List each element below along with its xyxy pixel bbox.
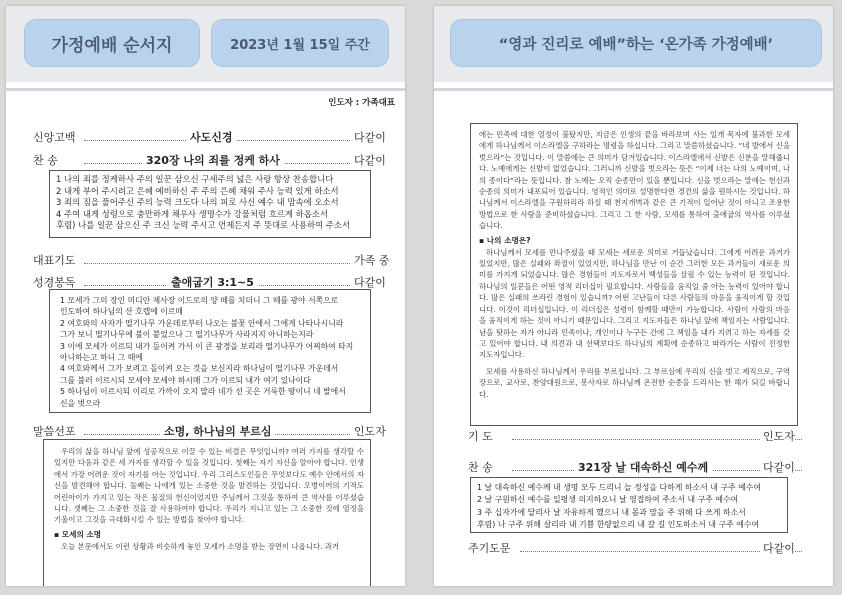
closing-hymn-label: 찬 송 [468,461,493,474]
sermon-subheading: ▪ 모세의 소명 [54,529,102,539]
dotted-leader [512,439,802,440]
confession-who: 다같이 [351,129,386,145]
right-page [434,6,833,586]
sermon-continued-box [470,123,798,426]
scripture-line: 2 여호와의 사자가 떨기나무 가운데로부터 나오는 불꽃 안에서 그에게 나타나시니라 [60,318,344,328]
hymn-title: 320장 나의 죄를 정케 하사 [142,152,284,168]
hymn-line: 3 죄의 짐을 풀어주신 주의 능력 크도다 나의 피로 사신 예수 내 맘속에 오소서 [56,197,339,207]
prayer-label: 대표기도 [33,254,76,267]
sermon-paragraph-1: 에는 민족에 대한 열정이 불탔지만, 지금은 인생의 끝을 바라보며 사는 일개 목자에 불과한 모세에게 하나님께서 이스라엘을 구하라는 명령을 하십니다. 그리고 말씀하셨습니다. “네 발에서 신을 벗으라”는 것입니다. 이 말씀에는 큰 의미가 담겨있습니다. 이스라엘에서 신발은 신분을 말해줍니다. 노예에게는 신발이 없었습니다. 그러니까 신발을 벗으라는 뜻은 “이제 너는 나의 노예이며, 나의 종이다”라는 뜻입니다. 참 노예는 오직 순종만이 있을 뿐입니다. 신을 벗으라는 말에는 헌신과 순종의 의미가 내포되어 있습니다. 영적인 의미로 설명한다면 경건의 삶을 원하시는 것입니다. 하나님께서 이스라엘을 구원하리라 하실 때 천지개벽과 같은 큰 기적이 일어난 것이 아니고 조용한 방법으로 한 사람을 준비하셨습니다. 그리고 그 한 사람, 모세를 통하여 출애굽의 역사를 이루셨습니다. [479,130,790,231]
hymn-line: 2 내게 부어 주시려고 은혜 예비하신 주 주의 은혜 채워 주사 능력 있게 하소서 [56,185,339,196]
sermon-paragraph-3: 모세를 사용하신 하나님께서 우리를 부르십니다. 그 부르심에 우리의 신을 벗고 제직으로, 구역장으로, 교사로, 찬양대원으로, 봉사자로 하나님께 온전한 순종을 드리시는 한 해가 되길 바랍니다. [479,366,790,399]
hymn-label: 찬 송 [33,154,58,167]
hymn-line: 1 나의 죄를 정케하사 주의 일꾼 삼으신 구세주의 넓은 사랑 항상 찬송합니다 [56,174,334,184]
left-stripe [6,88,405,91]
scripture-line: 신을 벗으라 [60,398,101,408]
confession-title: 사도신경 [186,129,237,145]
left-page [6,6,405,586]
left-title: 가정예배 순서지 [24,19,200,67]
right-stripe [434,88,833,91]
hymn-line: 후렴) 나를 일꾼 삼으신 주 크신 능력 주시고 언제든지 주 뜻대로 사용하여 주소서 [56,220,351,230]
closing-hymn-who: 다같이 [760,459,795,475]
reading-label: 성경봉독 [33,276,76,289]
hymn-line: 4 주여 내게 성령으로 충만하게 채우사 생명수가 강물처럼 흐르게 하옵소서 [56,208,328,219]
scripture-line: 3 이에 모세가 이르되 내가 돌이켜 가서 이 큰 광경을 보리라 떨기나무가 어찌하여 타지 [60,341,354,351]
scripture-box [49,289,371,413]
confession-label: 신앙고백 [33,131,76,144]
right-title: “영과 진리로 예배”하는 ‘온가족 가정예배’ [450,19,822,67]
scripture-line: 1 모세가 그의 장인 미디안 제사장 이드로의 양 떼를 치더니 그 떼를 광야 서쪽으로 [60,296,339,305]
blessing-who: 인도자 [760,428,795,444]
lords-prayer-who: 다같이 [760,540,795,556]
scripture-line: 5 하나님이 이르시되 이리로 가까이 오지 말라 네가 선 곳은 거룩한 땅이니 네 발에서 [60,387,346,397]
hymn-line: 후렴) 나 구주 위해 살리라 내 기쁨 한량없으리 내 갈 길 인도하소서 내 구주 예수여 [477,520,760,530]
scripture-line: 인도하여 하나님의 산 호렙에 이르매 [60,307,183,317]
closing-hymn-lyrics-box [470,477,788,533]
sermon-paragraph-2: 하나님께서 모세를 만나주셨을 때 모세는 세로운 의미로 거듭났습니다. 그에게 어려운 과거가 있었지만, 많은 실패와 좌절이 있었지만, 하나님을 만난 이 순간 그러한 모든 과거들이 새로운 의미를 가지게 되었습니다. 많은 경험들이 지도자로서 백성들을 살필 수 있는 능력이 된 것입니다. 하나님의 일꾼들은 어떤 영적 리더십이 필요합니다. 사람들을 움직일 줄 아는 능력이 있어야 합니다. 많은 실패의 쓰라린 경험이 있습니까? 어떤 고난들이 다른 사람들의 마음을 움직이게 할 것입니다. 이것이 리더십입니다. 이 리더십은 성령이 함께할 때만이 가능합니다. 사람이 사람의 마음을 움직이게 하는 것이 아니기 때문입니다. 그리고 지도자들은 하나님 앞에 책임지는 사람입니다. 남을 탓하는 자가 아니라 민족이나, 개인이나 누구든 간에 그 책임을 내가 지려고 하는 자세를 갖고 있어야 합니다. 내 의견과 내 선택보다도 하나님의 계획에 순종하고 따라가는 사람이 진정한 지도자입니다. [479,247,790,360]
hymn-lyrics-box [49,170,371,238]
sermon-body: 우리의 삶을 하나님 앞에 성공적으로 이끌 수 있는 비결은 무엇입니까? 여러 가지를 생각할 수 있지만 다음과 같은 세 가지를 생각할 수 있을 것입니다. 첫째는 자기 자신을 알아야 합니다. 인생에서 가장 어려운 것이 자기를 아는 것입니다. 우리 그리스도인들은 무엇보다도 예수 안에서의 자신을 발견해야 합니다. 둘째는 나에게 있는 소중한 것을 발견하는 것입니다. 오병이어의 기적도 어린아이가 가지고 있는 작은 물질의 헌신이었지만 주님께서 그것을 통하여 큰 역사를 이루셨습니다. 셋째는 그 소중한 것을 잘 사용하여야 합니다. 우리가 지니고 있는 그 소중한 것에 열정을 기울이고 그것을 극대화시킬 수 있는 방법을 찾아야 합니다. [54,447,364,525]
hymn-line: 1 날 대속하신 예수께 내 생명 모두 드리니 늘 정성을 다하게 하소서 내 구주 예수여 [477,483,762,492]
sermon-body-continued: 오늘 본문에서도 이런 상황과 비슷하게 놓인 모세가 소명을 받는 장면이 나옵니다. 과거 [61,541,340,551]
sermon-title: 소명, 하나님의 부르심 [160,423,275,439]
service-date: 2023년 1월 15일 주간 [211,19,389,67]
closing-hymn-title: 321장 날 대속하신 예수께 [574,459,712,475]
sermon-subheading-2: ▪ 나의 소명은? [479,235,531,245]
blessing-label: 기 도 [468,430,493,443]
hymn-line: 3 주 십자가에 달리사 날 자유하게 했으니 내 몸과 맘을 주 위해 다 쓰게 하소서 [477,507,746,517]
sermon-box [43,439,371,586]
leader-label: 인도자 : 가족대표 [328,98,395,108]
hymn-line: 2 날 구원하신 예수를 일평생 의지하오니 날 영접하여 주소서 내 구주 예수여 [477,495,739,505]
hymn-who: 다같이 [351,152,386,168]
scripture-line: 아니하는고 하니 그 때에 [60,353,143,363]
lords-prayer-label: 주기도문 [468,542,511,555]
reading-who: 다같이 [351,274,386,290]
prayer-who: 가족 중 [351,252,389,268]
sermon-who: 인도자 [351,423,386,439]
scripture-line: 그를 불러 이르시되 모세야 모세야 하시매 그가 이르되 내가 여기 있나이다 [60,375,311,385]
sermon-label: 말씀선포 [33,425,76,438]
scripture-line: 4 여호와께서 그가 보려고 돌이켜 오는 것을 보신지라 하나님이 떨기나무 가운데서 [60,364,339,374]
reading-title: 출애굽기 3:1~5 [167,274,258,290]
dotted-leader [84,263,372,264]
scripture-line: 그가 보니 떨기나무에 불이 붙었으나 그 떨기나무가 사라지지 아니하는지라 [60,330,314,340]
